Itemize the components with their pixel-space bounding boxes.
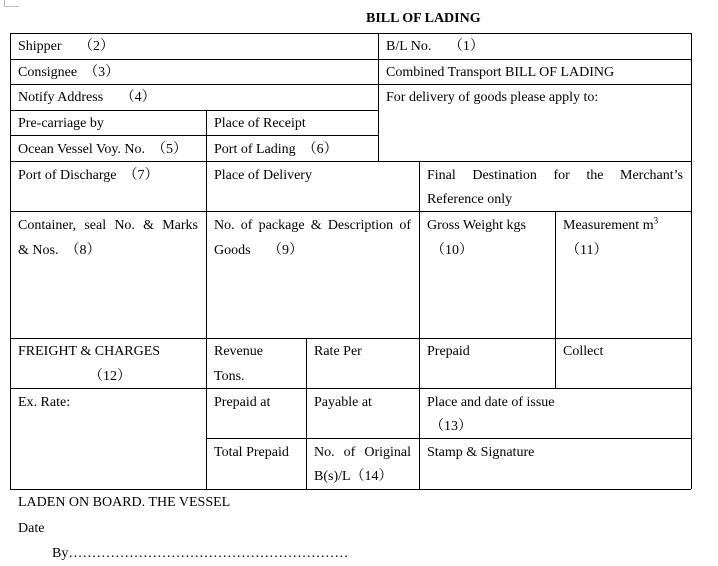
gross-weight-number: （10） — [431, 243, 473, 258]
measurement-label: Measurement $m^3$ — [563, 215, 659, 233]
bl-number-label: B/L No. （1） — [386, 39, 484, 54]
combined-transport-heading: Combined Transport BILL OF LADING — [386, 65, 615, 80]
pre-carriage-label: Pre-carriage by — [18, 116, 104, 131]
delivery-apply-label: For delivery of goods please apply to: — [386, 90, 599, 105]
signed-by-line: By…………………………………………………… — [52, 546, 349, 561]
revenue-label: Revenue — [214, 344, 263, 359]
freight-charges-number: （12） — [89, 369, 131, 384]
measurement-unit-superscript: 3 — [653, 215, 659, 226]
gross-weight-label: Gross Weight kgs — [427, 218, 526, 233]
port-of-lading-label: Port of Lading （6） — [214, 142, 338, 157]
date-label: Date — [18, 521, 45, 536]
revenue-tons-label: Tons. — [214, 369, 245, 384]
consignee-label: Consignee （3） — [18, 65, 120, 80]
measurement-number: （11） — [566, 243, 608, 258]
place-of-receipt-label: Place of Receipt — [214, 116, 306, 131]
rate-per-label: Rate Per — [314, 344, 362, 359]
shipper-label: Shipper （2） — [18, 39, 115, 54]
collect-label: Collect — [563, 344, 604, 359]
prepaid-at-label: Prepaid at — [214, 395, 271, 410]
number-of-original-label: No. of Original — [314, 445, 411, 460]
laden-on-board-label: LADEN ON BOARD. THE VESSEL — [18, 495, 231, 510]
freight-charges-label: FREIGHT & CHARGES — [18, 344, 161, 359]
ocean-vessel-label: Ocean Vessel Voy. No. （5） — [18, 142, 188, 157]
page-corner-mark — [4, 0, 19, 7]
exchange-rate-label: Ex. Rate: — [18, 395, 71, 410]
place-of-delivery-label: Place of Delivery — [214, 168, 312, 183]
document-title: BILL OF LADING — [366, 11, 481, 26]
packages-description-label: No. of package & Description of — [214, 218, 411, 233]
port-of-discharge-label: Port of Discharge （7） — [18, 168, 159, 183]
final-destination-label: Final Destination for the Merchant’s — [427, 168, 683, 183]
place-date-issue-number: （13） — [430, 419, 472, 434]
packages-description-label-line2: Goods （9） — [214, 243, 304, 258]
total-prepaid-label: Total Prepaid — [214, 445, 289, 460]
payable-at-label: Payable at — [314, 395, 372, 410]
container-seal-label-line2: & Nos. （8） — [18, 243, 101, 258]
container-seal-label: Container, seal No. & Marks — [18, 218, 198, 233]
stamp-signature-label: Stamp & Signature — [427, 445, 535, 460]
notify-address-label: Notify Address （4） — [18, 90, 156, 105]
prepaid-label: Prepaid — [427, 344, 470, 359]
final-destination-label-line2: Reference only — [427, 192, 513, 207]
place-date-issue-label: Place and date of issue — [427, 395, 555, 410]
number-of-original-label-line2: B(s)/L（14） — [314, 469, 393, 484]
